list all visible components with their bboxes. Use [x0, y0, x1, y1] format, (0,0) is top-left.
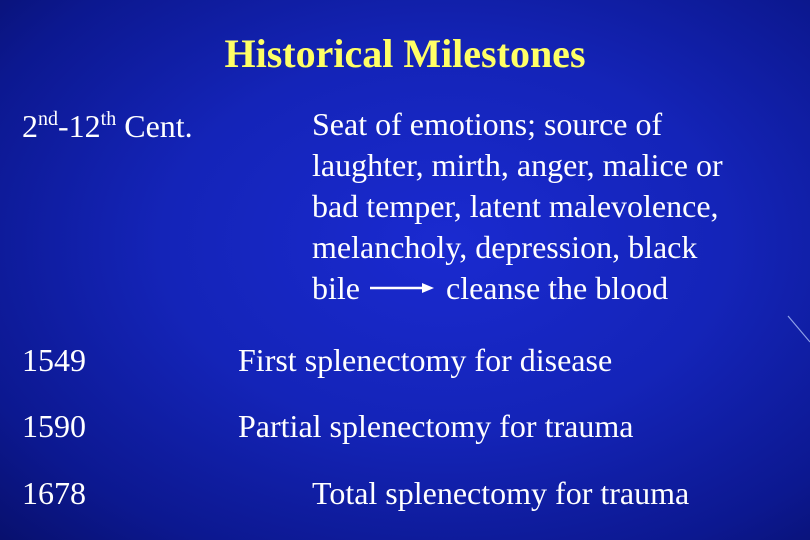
milestone-year: 1549: [22, 342, 86, 378]
period-start-suffix: nd: [38, 108, 58, 130]
period-start: 2: [22, 108, 38, 144]
description-line: bad temper, latent malevolence,: [312, 188, 719, 224]
slide-title: Historical Milestones: [224, 31, 586, 76]
milestone-event: Partial splenectomy for trauma: [238, 408, 634, 444]
description-cleanse: cleanse the blood: [445, 270, 669, 306]
decorative-line: [786, 314, 810, 344]
period-end-suffix: th: [100, 108, 117, 130]
period-end: 12: [68, 108, 101, 144]
milestone-event: First splenectomy for disease: [238, 342, 613, 378]
right-arrow-icon: [370, 283, 434, 293]
period-unit: Cent.: [116, 108, 193, 144]
description-line: Seat of emotions; source of: [312, 106, 663, 142]
description-line: melancholy, depression, black: [312, 229, 698, 265]
milestone-year: 1678: [22, 475, 86, 511]
description-last-line: [312, 268, 792, 309]
ancient-description: [312, 104, 792, 309]
milestone-year: 1590: [22, 408, 86, 444]
period-label: [22, 104, 193, 148]
period-separator: -: [58, 108, 69, 144]
milestone-event: Total splenectomy for trauma: [312, 475, 690, 511]
description-line: laughter, mirth, anger, malice or: [312, 147, 723, 183]
description-bile: bile: [312, 270, 360, 306]
